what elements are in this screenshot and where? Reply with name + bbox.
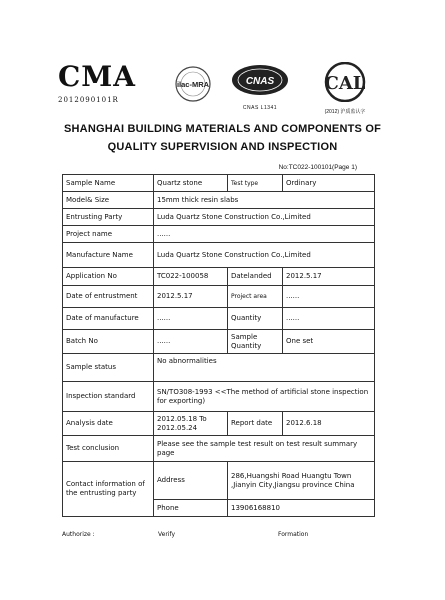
table-row <box>63 286 375 308</box>
inspection-form-table <box>62 174 375 517</box>
report-date-value: 2012.6.18 <box>283 412 375 436</box>
table-row <box>63 436 375 462</box>
entrusting-party-value: Luda Quartz Stone Construction Co.,Limited <box>154 209 375 226</box>
address-label: Address <box>154 462 228 500</box>
inspection-standard-value: SN/TO308-1993 <<The method of artificial stone inspection for exporting) <box>154 382 375 412</box>
table-row <box>63 462 375 500</box>
manufacture-name-value: Luda Quartz Stone Construction Co.,Limited <box>154 243 375 268</box>
manufacture-name-label: Manufacture Name <box>63 243 154 268</box>
cal-logo <box>302 62 388 115</box>
table-row <box>63 226 375 243</box>
project-name-label: Project name <box>63 226 154 243</box>
document-number: No:TC022-100101(Page 1) <box>278 164 357 171</box>
application-no-value: TC022-100058 <box>154 268 228 286</box>
cma-number: 2012090101R <box>58 96 119 104</box>
quantity-label: Quantity <box>228 308 283 330</box>
table-row <box>63 268 375 286</box>
table-row <box>63 354 375 382</box>
test-type-value: Ordinary <box>283 175 375 192</box>
sample-quantity-label: Sample Quantity <box>228 330 283 354</box>
batch-no-value: ...... <box>154 330 228 354</box>
batch-no-label: Batch No <box>63 330 154 354</box>
date-entrustment-label: Date of entrustment <box>63 286 154 308</box>
contact-info-label: Contact information of the entrusting party <box>63 462 154 517</box>
table-row <box>63 412 375 436</box>
inspection-standard-label: Inspection standard <box>63 382 154 412</box>
ilac-text: ilac-MRA <box>176 80 210 89</box>
cal-emblem <box>302 62 388 102</box>
project-name-value: ...... <box>154 226 375 243</box>
date-manufacture-label: Date of manufacture <box>63 308 154 330</box>
ilac-emblem <box>162 62 224 110</box>
authorize-label: Authorize : <box>62 531 95 538</box>
model-label: Model& Size <box>63 192 154 209</box>
report-title-line1: SHANGHAI BUILDING MATERIALS AND COMPONENTS OF <box>64 123 381 135</box>
analysis-date-value: 2012.05.18 To 2012.05.24 <box>154 412 228 436</box>
phone-label: Phone <box>154 500 228 517</box>
cal-caption: (2012) 沪质监认字 <box>324 109 366 115</box>
model-value: 15mm thick resin slabs <box>154 192 375 209</box>
report-title-line2: QUALITY SUPERVISION AND INSPECTION <box>107 141 338 153</box>
application-no-label: Application No <box>63 268 154 286</box>
cnas-text: CNAS <box>245 76 275 87</box>
project-area-value: ...... <box>283 286 375 308</box>
table-row <box>63 175 375 192</box>
ilac-mra-logo <box>162 62 224 110</box>
phone-value: 13906168810 <box>228 500 375 517</box>
test-conclusion-label: Test conclusion <box>63 436 154 462</box>
cnas-emblem <box>230 62 290 98</box>
datelanded-label: Datelanded <box>228 268 283 286</box>
date-entrustment-value: 2012.5.17 <box>154 286 228 308</box>
table-row <box>63 209 375 226</box>
entrusting-party-label: Entrusting Party <box>63 209 154 226</box>
report-date-label: Report date <box>228 412 283 436</box>
verify-label: Verify <box>158 531 176 538</box>
sample-name-label: Sample Name <box>63 175 154 192</box>
project-area-label: Project area <box>228 286 283 308</box>
formation-label: Formation <box>278 531 309 538</box>
cma-mark: CMA <box>58 60 137 93</box>
table-row <box>63 192 375 209</box>
cnas-number: CNAS L1341 <box>242 105 278 111</box>
cal-mark: CAL <box>324 73 366 94</box>
accreditation-logos <box>58 60 388 115</box>
test-type-label: Test type <box>228 175 283 192</box>
sample-status-value: No abnormalities <box>154 354 375 382</box>
table-row <box>63 243 375 268</box>
datelanded-value: 2012.5.17 <box>283 268 375 286</box>
address-value: 286,Huangshi Road Huangtu Town ,Jianyin City,Jiangsu province China <box>228 462 375 500</box>
sample-quantity-value: One set <box>283 330 375 354</box>
date-manufacture-value: ...... <box>154 308 228 330</box>
cma-logo <box>58 62 146 110</box>
table-row <box>63 382 375 412</box>
sample-status-label: Sample status <box>63 354 154 382</box>
analysis-date-label: Analysis date <box>63 412 154 436</box>
sample-name-value: Quartz stone <box>154 175 228 192</box>
test-conclusion-value: Please see the sample test result on test result summary page <box>154 436 375 462</box>
cnas-logo <box>230 62 290 110</box>
table-row <box>63 308 375 330</box>
table-row <box>63 330 375 354</box>
quantity-value: ...... <box>283 308 375 330</box>
